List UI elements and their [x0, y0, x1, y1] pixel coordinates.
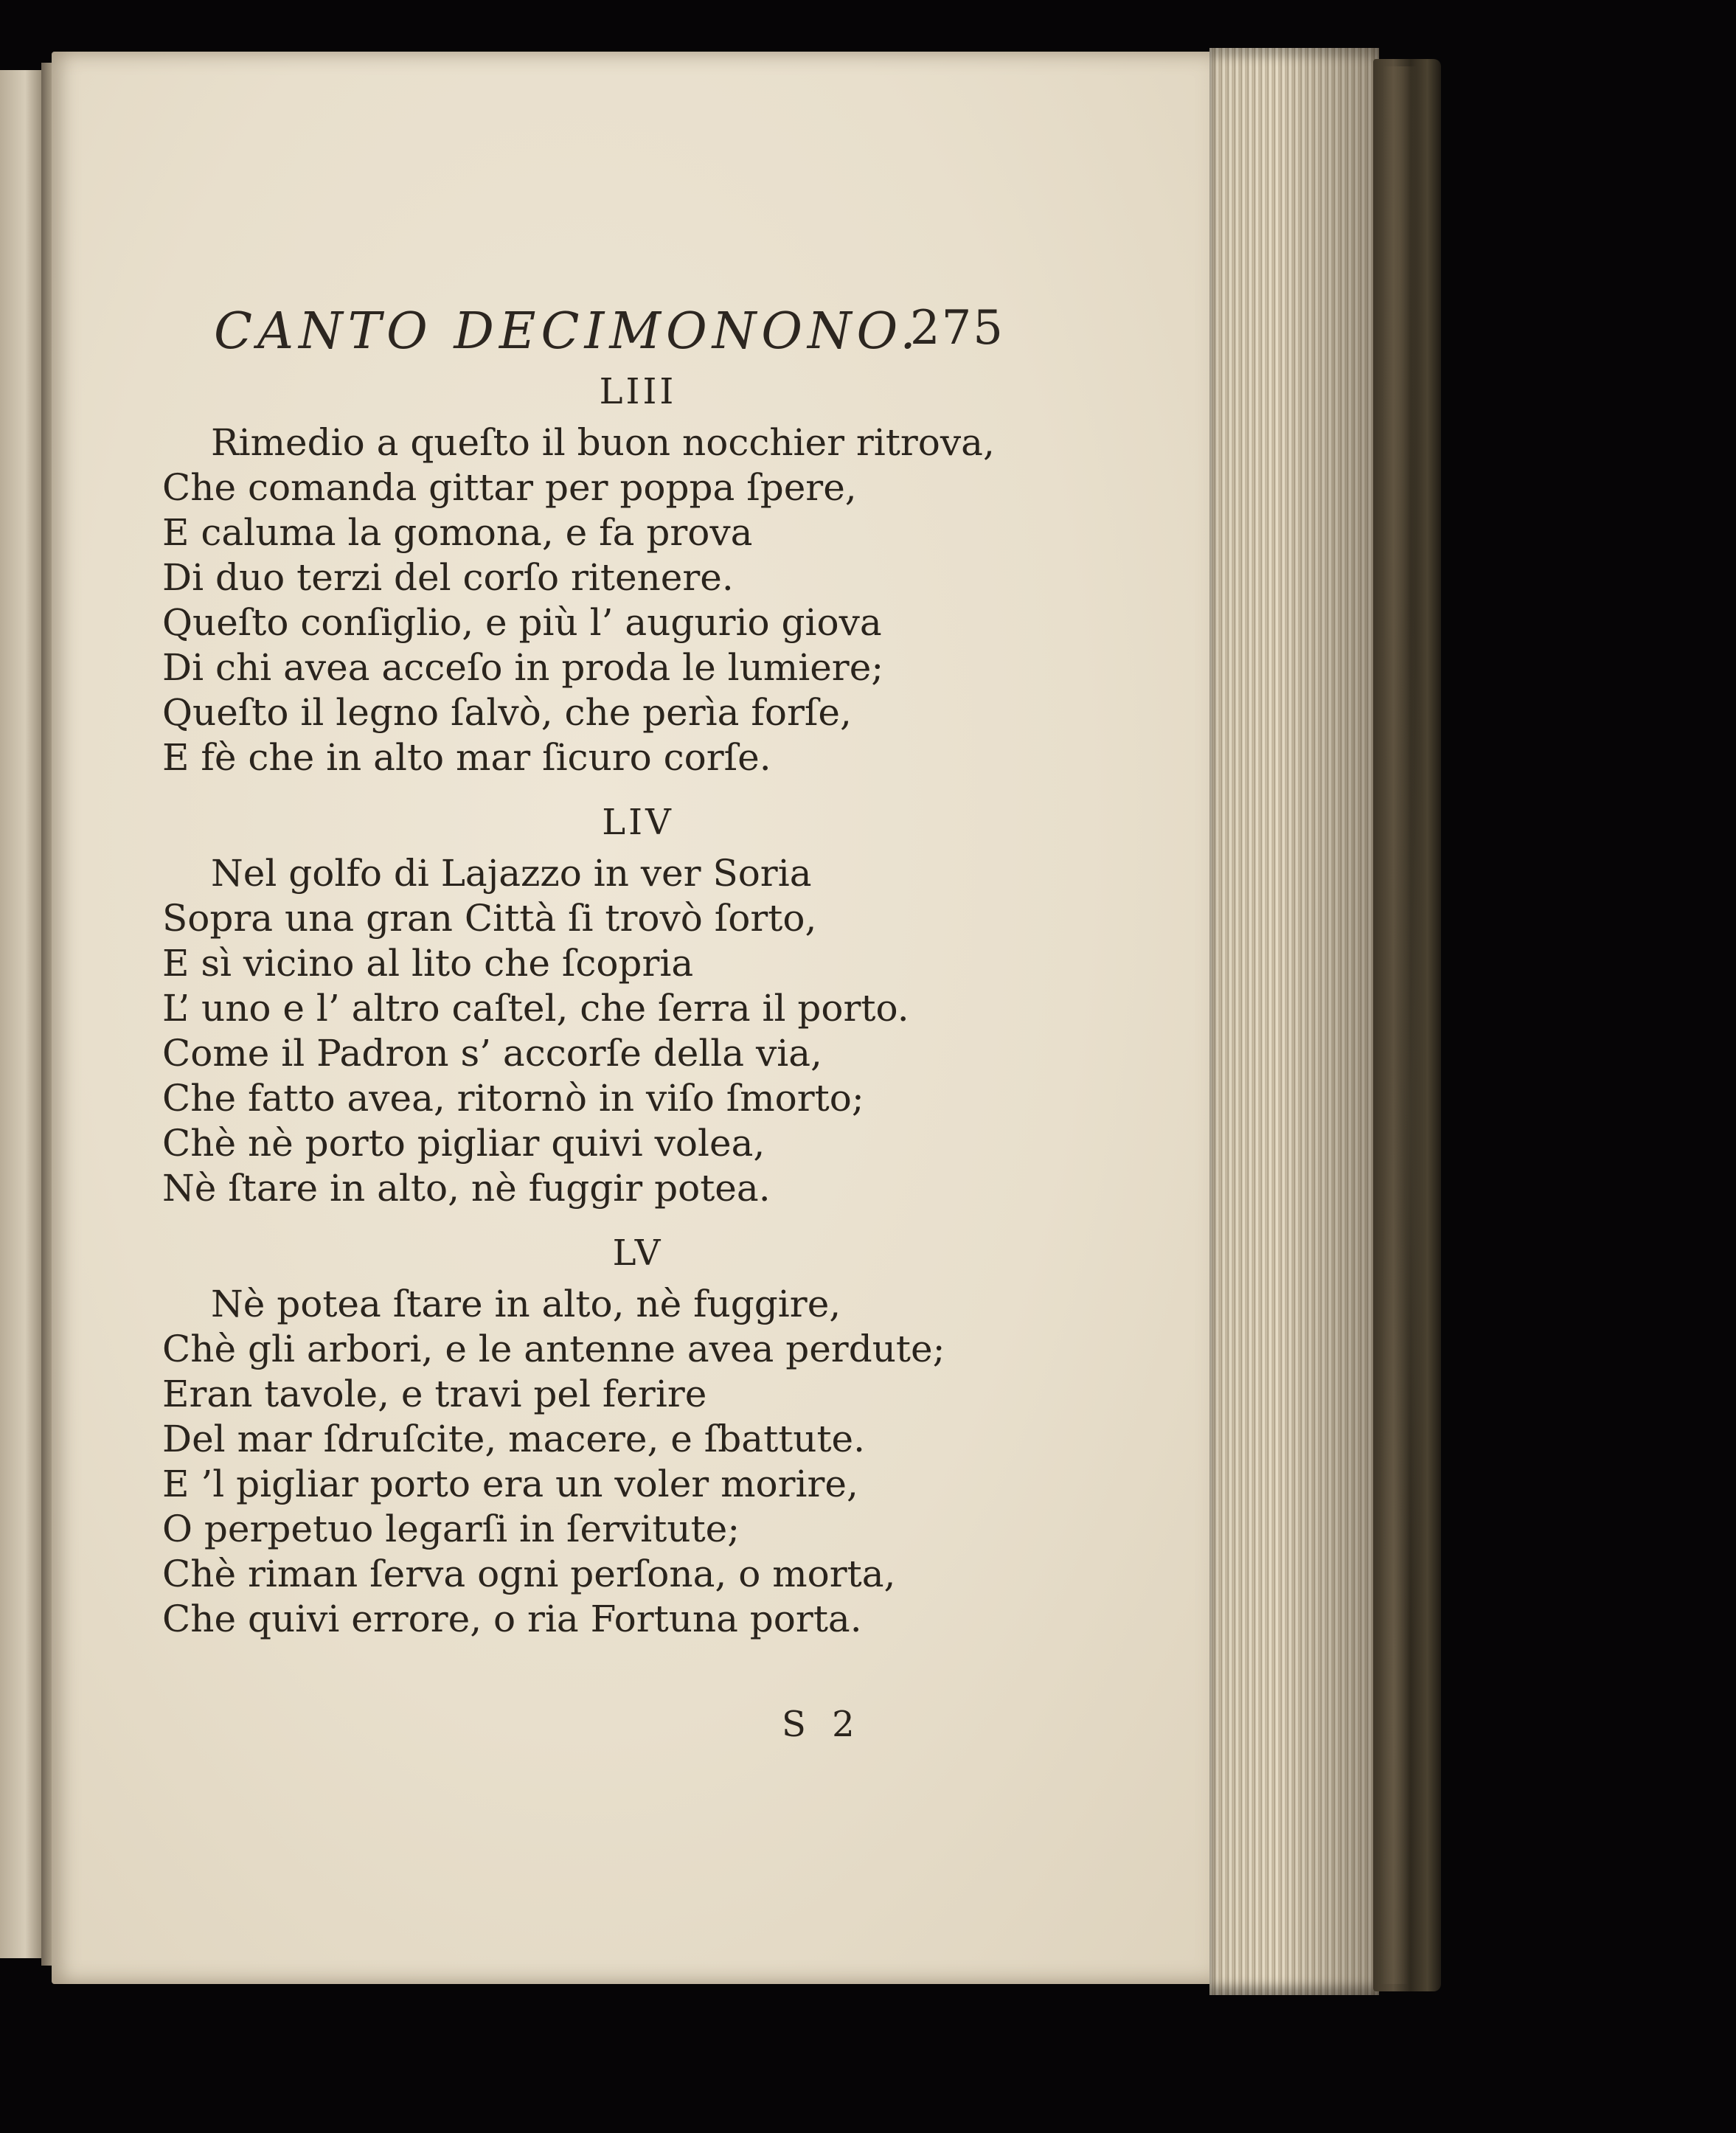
stanza-number: LIV — [602, 802, 674, 843]
poem-text — [162, 369, 1018, 1661]
verse-line: Nè potea ſtare in alto, nè fuggire, — [211, 1283, 841, 1325]
verse-line: Che fatto avea, ritornò in viſo ſmorto; — [162, 1077, 864, 1120]
page-number: 275 — [909, 301, 1004, 356]
running-head — [214, 302, 1018, 369]
stanza-number: LV — [612, 1232, 664, 1274]
verse-line: Rimedio a queſto il buon nocchier ritrova, — [211, 421, 995, 464]
canto-title: CANTO DECIMONONO. — [214, 302, 921, 361]
verse-line: Chè nè porto pigliar quivi volea, — [162, 1122, 765, 1165]
verse-line: Di chi avea acceſo in proda le lumiere; — [162, 646, 884, 689]
verse-line: Di duo terzi del corſo ritenere. — [162, 556, 734, 599]
verse-line: Chè riman ſerva ogni perſona, o morta, — [162, 1553, 896, 1595]
stanza — [162, 1282, 1018, 1642]
verse-line: Che quivi errore, o ria Fortuna porta. — [162, 1598, 862, 1640]
verse-line: Come il Padron s’ accorſe della via, — [162, 1032, 822, 1075]
stanza — [162, 851, 1018, 1211]
verse-line: Chè gli arbori, e le antenne avea perdute; — [162, 1328, 945, 1370]
verse-line: E fè che in alto mar ſicuro corſe. — [162, 736, 771, 779]
page-edges-shadow — [1209, 48, 1379, 1995]
verse-line: Nè ſtare in alto, nè fuggir potea. — [162, 1167, 771, 1210]
stanza-number: LIII — [599, 371, 677, 412]
signature-mark: S 2 — [782, 1704, 862, 1745]
facing-page-edge — [0, 70, 46, 1958]
verse-line: Eran tavole, e travi pel ferire — [162, 1373, 707, 1415]
verse-line: Del mar ſdruſcite, macere, e ſbattute. — [162, 1418, 866, 1460]
verse-line: E sì vicino al lito che ſcopria — [162, 942, 694, 985]
verse-line: Sopra una gran Città ſi trovò ſorto, — [162, 897, 817, 940]
verse-line: E caluma la gomona, e fa prova — [162, 511, 753, 554]
verse-line: E ’l pigliar porto era un voler morire, — [162, 1463, 858, 1505]
verse-line: L’ uno e l’ altro caſtel, che ſerra il porto. — [162, 987, 909, 1030]
verse-line: Queſto il legno ſalvò, che perìa forſe, — [162, 691, 852, 734]
stanza — [162, 420, 1018, 780]
cover-wear-texture — [1379, 66, 1431, 1984]
verse-line: O perpetuo legarſi in ſervitute; — [162, 1508, 740, 1550]
verse-line: Che comanda gittar per poppa ſpere, — [162, 466, 857, 509]
verse-line: Nel golfo di Lajazzo in ver Soria — [211, 852, 812, 895]
verse-line: Queſto conſiglio, e più l’ augurio giova — [162, 601, 882, 644]
